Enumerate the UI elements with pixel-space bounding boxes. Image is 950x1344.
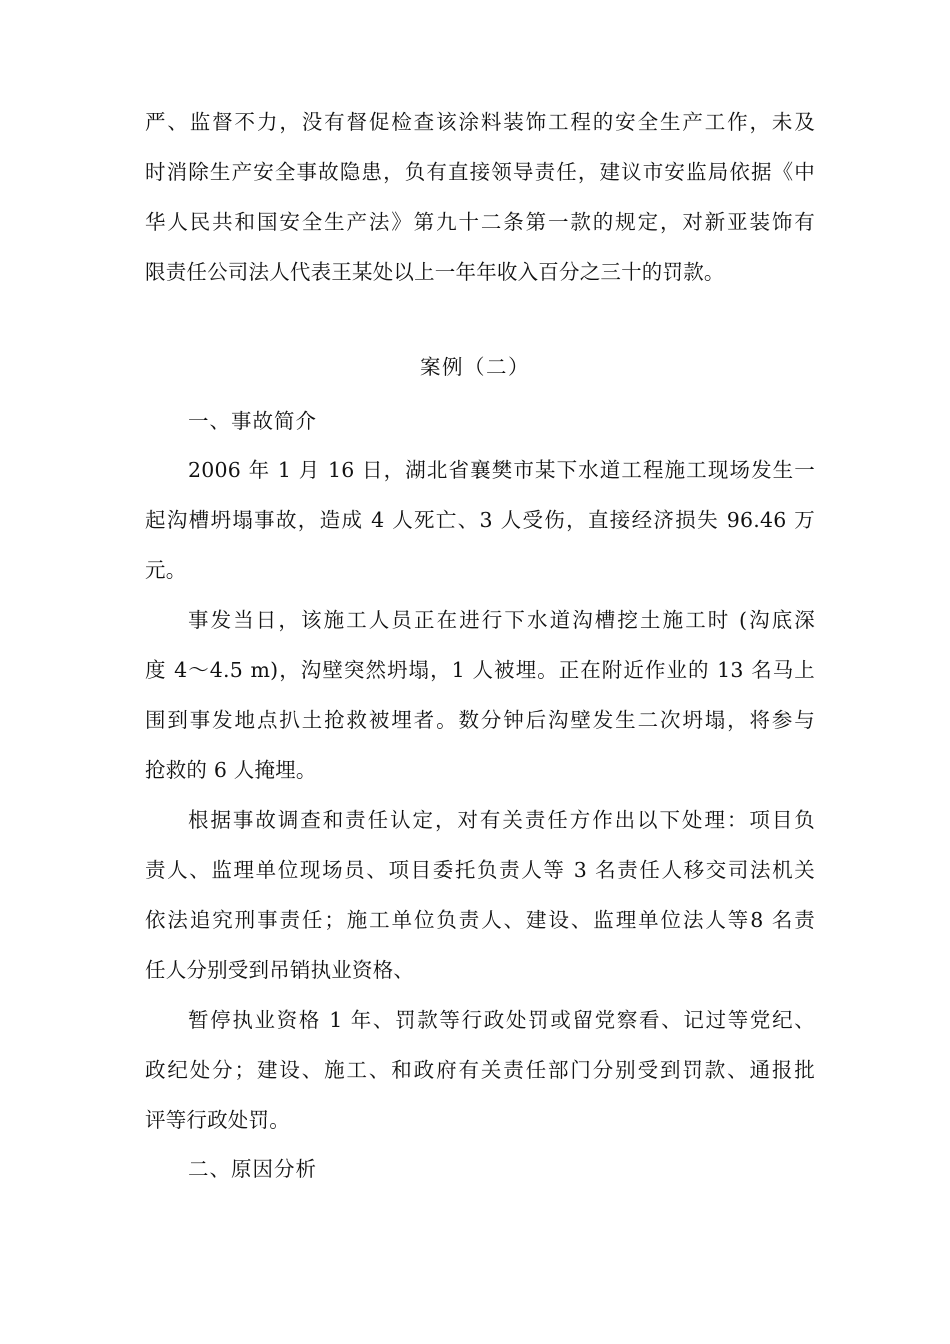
paragraph-line: 限责任公司法人代表王某处以上一年年收入百分之三十的罚款。 <box>145 260 725 284</box>
section-heading: 二、原因分析 <box>188 1157 317 1181</box>
paragraph-line: 华人民共和国安全生产法》第九十二条第一款的规定，对新亚装饰有 <box>145 210 815 234</box>
paragraph-line: 时消除生产安全事故隐患，负有直接领导责任，建议市安监局依据《中 <box>145 160 815 184</box>
paragraph-line: 围到事发地点扒土抢救被埋者。数分钟后沟壁发生二次坍塌，将参与 <box>145 708 815 732</box>
paragraph-line: 依法追究刑事责任；施工单位负责人、建设、监理单位法人等8 名责 <box>145 908 815 932</box>
section-heading: 一、事故简介 <box>188 409 317 433</box>
paragraph-line: 严、监督不力，没有督促检查该涂料装饰工程的安全生产工作，未及 <box>145 110 815 134</box>
paragraph-line: 暂停执业资格 1 年、罚款等行政处罚或留党察看、记过等党纪、 <box>188 1008 815 1032</box>
paragraph-line: 抢救的 6 人掩埋。 <box>145 758 317 782</box>
paragraph-line: 事发当日，该施工人员正在进行下水道沟槽挖土施工时 (沟底深 <box>188 608 815 632</box>
paragraph-line: 元。 <box>145 558 187 582</box>
paragraph-line: 起沟槽坍塌事故，造成 4 人死亡、3 人受伤，直接经济损失 96.46 万 <box>145 508 815 532</box>
case-title: 案例（二） <box>420 355 530 379</box>
paragraph-line: 评等行政处罚。 <box>145 1108 290 1132</box>
paragraph-line: 度 4～4.5 m)，沟壁突然坍塌，1 人被埋。正在附近作业的 13 名马上 <box>145 658 815 682</box>
paragraph-line: 任人分别受到吊销执业资格、 <box>145 958 415 982</box>
paragraph-line: 根据事故调查和责任认定，对有关责任方作出以下处理：项目负 <box>188 808 815 832</box>
paragraph-line: 政纪处分；建设、施工、和政府有关责任部门分别受到罚款、通报批 <box>145 1058 815 1082</box>
paragraph-line: 责人、监理单位现场员、项目委托负责人等 3 名责任人移交司法机关 <box>145 858 815 882</box>
paragraph-line: 2006 年 1 月 16 日，湖北省襄樊市某下水道工程施工现场发生一 <box>188 458 815 482</box>
